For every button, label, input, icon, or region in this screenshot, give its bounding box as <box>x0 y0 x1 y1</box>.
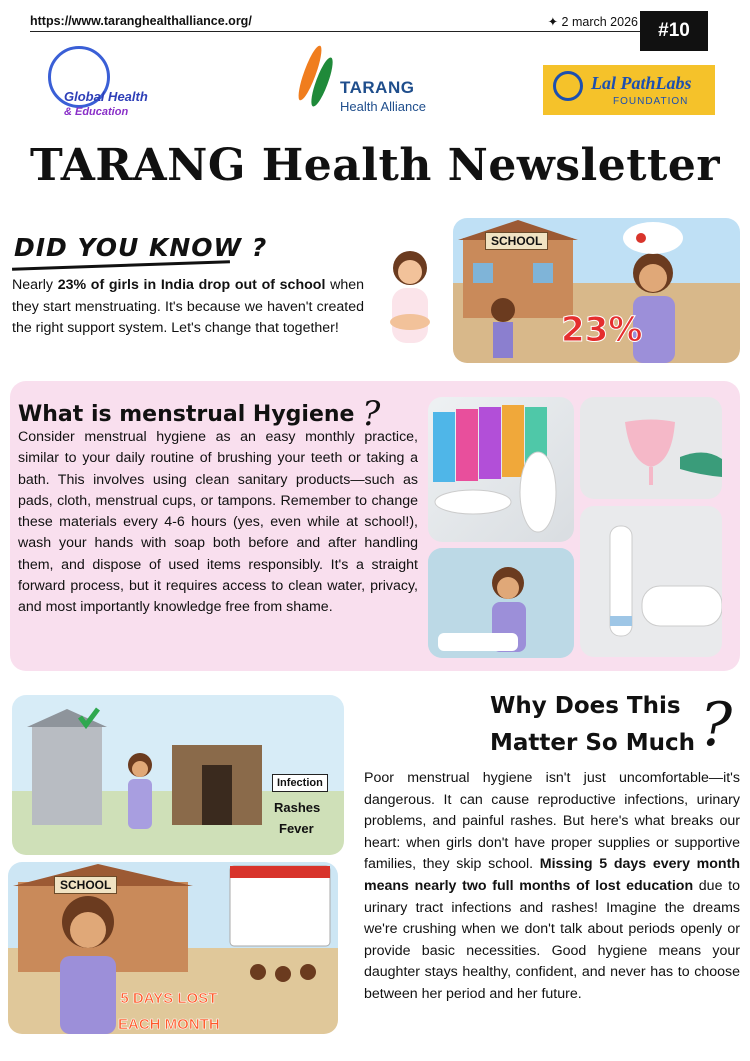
header-bar <box>30 14 640 32</box>
fever-label: Fever <box>279 821 314 836</box>
heart-hands-icon <box>553 71 583 101</box>
website-url[interactable]: https://www.taranghealthalliance.org/ <box>30 14 252 28</box>
sanitary-pads-photo <box>428 397 574 542</box>
tarang-logo <box>290 32 450 122</box>
school-sign: SCHOOL <box>485 232 548 250</box>
tampon-photo <box>580 506 722 657</box>
girl-cramp-illustration <box>370 240 450 360</box>
logo-left-line1: Global Health <box>64 89 148 104</box>
handwashing-illustration <box>428 548 574 658</box>
menstrual-cup-photo <box>580 397 722 499</box>
why-heading: Why Does This Matter So Much <box>490 693 695 756</box>
school-dropout-illustration <box>453 218 740 363</box>
newsletter-title: TARANG Health Newsletter <box>29 140 721 191</box>
lpl-sub: FOUNDATION <box>613 96 689 107</box>
question-mark-icon: ? <box>700 690 733 760</box>
question-mark-icon: ? <box>362 394 381 434</box>
issue-number: #10 <box>640 11 708 51</box>
dropout-stat: 23% <box>561 310 643 350</box>
tarang-name: TARANG <box>340 78 415 97</box>
hygiene-text: Consider menstrual hygiene as an easy monthly practice, similar to your daily routine of brushing your teeth or taking a bath. This involves using clean sanitary products—such as pads, cloth, menstrual cups, or tampons. Remember to change these materials every 4-6 hours (yes, even while at school!), wash your hands with soap both before and after handling them, and dispose of used items responsibly. It's a straight forward process, but it requires access to clean water, privacy, and most importantly knowledge free from shame. <box>18 429 418 616</box>
did-you-know-text: Nearly 23% of girls in India drop out of school when they start menstruating. It's because we haven't created the right support system. Let's change that together! <box>12 277 364 336</box>
hygiene-heading: What is menstrual Hygiene ? <box>18 394 381 434</box>
why-text: Poor menstrual hygiene isn't just uncomfortable—it's dangerous. It can cause reproductive infections, urinary problems, and painful rashes. But here's what breaks our heart: when girls don't have proper supplies or supportive families, they skip school. Missing 5 days every month means nearly two full months of lost education due to urinary tract infections and rashes! Imagine the dreams we're crushing when we don't talk about periods openly or provide basic necessities. Good hygiene means your daughter stays healthy, confident, and never has to choose between her period and her future. <box>364 770 740 1002</box>
school-sign: SCHOOL <box>54 876 117 894</box>
days-lost-caption: 5 DAYS LOST EACH MONTH <box>118 990 220 1033</box>
issue-date: ✦ 2 march 2026 <box>547 15 638 29</box>
infection-label: Infection <box>272 774 328 792</box>
logo-left-line2: & Education <box>64 106 129 118</box>
lpl-name: Lal PathLabs <box>591 73 692 93</box>
global-health-logo <box>44 40 166 124</box>
rashes-label: Rashes <box>274 800 321 815</box>
lal-pathlabs-logo <box>543 65 715 115</box>
did-you-know-heading: DID YOU KNOW ? <box>14 233 268 262</box>
tarang-sub: Health Alliance <box>340 99 426 114</box>
